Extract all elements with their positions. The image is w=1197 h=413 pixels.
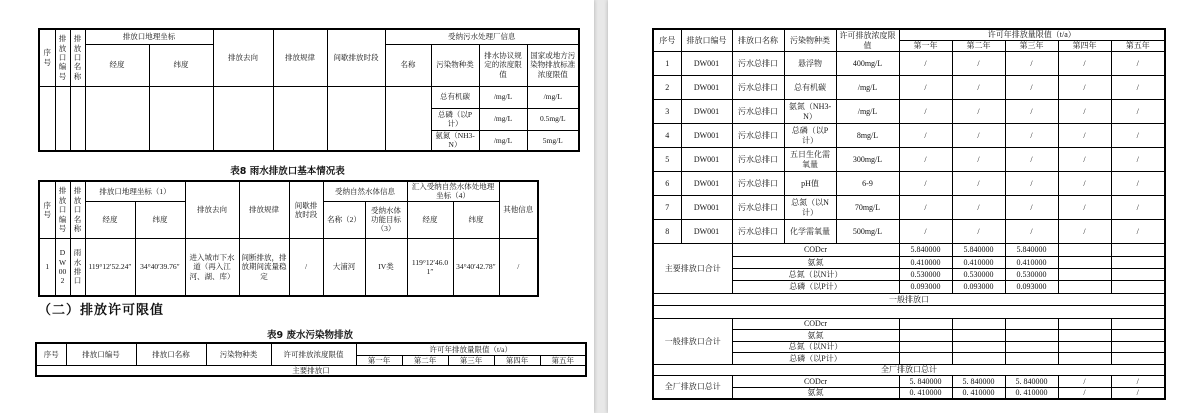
table-cell <box>952 342 1005 353</box>
table-cell: / <box>899 196 952 220</box>
table-cell <box>653 306 1165 319</box>
table-cell: 排放口编号 <box>66 343 136 365</box>
table-cell: 总磷（以P计） <box>732 281 899 294</box>
table-cell: / <box>952 148 1005 172</box>
table-cell: / <box>1111 196 1165 220</box>
table-cell: 经度 <box>407 201 453 238</box>
table-cell: 全厂排放口总计 <box>653 365 1165 376</box>
table-cell: 进入城市下水道（再入江河、湖、库） <box>185 238 239 296</box>
table-cell: / <box>1058 220 1111 244</box>
table-cell: / <box>1111 376 1165 388</box>
table-cell: / <box>1111 388 1165 400</box>
table-cell: 第四年 <box>1058 41 1111 52</box>
table-cell <box>1005 319 1058 330</box>
wastewater-limits-table-header <box>35 342 585 377</box>
table-cell <box>85 86 149 151</box>
table-cell: / <box>1111 100 1165 124</box>
table-cell: / <box>1058 76 1111 100</box>
table-cell: 污水总排口 <box>732 124 784 148</box>
table-cell <box>1005 353 1058 365</box>
table-cell <box>952 353 1005 365</box>
table-cell: / <box>1111 124 1165 148</box>
table-cell: 序号 <box>36 343 66 365</box>
table-cell: DW001 <box>681 52 732 76</box>
table-cell: 污染物种类 <box>206 343 271 365</box>
table-cell: 0.093000 <box>899 281 952 294</box>
table-cell: 5. 840000 <box>899 376 952 388</box>
table-cell: 污水总排口 <box>732 76 784 100</box>
table-cell: / <box>899 100 952 124</box>
table-cell: 污染物种类 <box>431 44 479 86</box>
table-cell <box>149 86 213 151</box>
table-cell: CODcr <box>732 244 899 257</box>
table-cell: 许可年排放量限值（t/a） <box>356 343 586 355</box>
table-cell: 污水总排口 <box>732 100 784 124</box>
table-cell <box>70 86 85 151</box>
table-cell <box>1058 281 1111 294</box>
table-cell <box>385 86 431 151</box>
table-cell: 0.530000 <box>1005 269 1058 281</box>
table-cell: / <box>899 220 952 244</box>
table-cell: 主要排放口合计 <box>653 244 732 294</box>
table-cell: / <box>952 124 1005 148</box>
table-cell: 6-9 <box>836 172 899 196</box>
table-cell: 500mg/L <box>836 220 899 244</box>
table-cell: 总磷（以P计） <box>784 124 836 148</box>
table-cell: / <box>1111 148 1165 172</box>
table-cell: 总有机碳 <box>784 76 836 100</box>
table-cell: 悬浮物 <box>784 52 836 76</box>
table-cell: /mg/L <box>836 76 899 100</box>
table-cell: / <box>952 52 1005 76</box>
table-cell: 6 <box>653 172 681 196</box>
table-cell: /mg/L <box>836 100 899 124</box>
table-cell: 主要排放口 <box>36 365 586 376</box>
table-row <box>39 181 538 201</box>
table-cell: 34°40′39.76″ <box>135 238 185 296</box>
table-cell: 化学需氧量 <box>784 220 836 244</box>
table-cell <box>1058 342 1111 353</box>
table-row <box>39 86 579 108</box>
table-cell <box>1058 319 1111 330</box>
table-cell: 排放规律 <box>273 29 327 86</box>
table-cell: 氨氮（NH3-N） <box>431 130 479 151</box>
table-cell: / <box>952 196 1005 220</box>
table-cell: / <box>1005 124 1058 148</box>
table-cell: 氨氮（NH3-N） <box>784 100 836 124</box>
table-cell: 0.5mg/L <box>527 108 579 130</box>
table-cell: /mg/L <box>479 86 527 108</box>
table-cell: /mg/L <box>479 108 527 130</box>
table-cell: / <box>1058 388 1111 400</box>
table-cell: 119°12′46.01″ <box>407 238 453 296</box>
table-cell: 5. 840000 <box>952 376 1005 388</box>
table-cell: / <box>899 124 952 148</box>
table-cell: 氨氮 <box>732 388 899 400</box>
table-cell: 0.093000 <box>1005 281 1058 294</box>
table-cell: 7 <box>653 196 681 220</box>
table-cell <box>899 353 952 365</box>
table-cell: / <box>1005 172 1058 196</box>
table-cell <box>952 319 1005 330</box>
table-cell: 序号 <box>653 29 681 52</box>
table-cell: 序号 <box>39 29 55 86</box>
table-cell: 雨水排口 <box>70 238 85 296</box>
table-row <box>36 365 586 376</box>
table-cell: 第五年 <box>1111 41 1165 52</box>
table-cell <box>1111 281 1165 294</box>
table-cell: / <box>1058 172 1111 196</box>
sewage-plant-info-table <box>38 28 578 152</box>
table-cell <box>1058 244 1111 257</box>
table-cell: / <box>1111 52 1165 76</box>
table-cell: / <box>1058 124 1111 148</box>
table-cell: CODcr <box>732 319 899 330</box>
table-row <box>39 29 579 44</box>
table-cell: / <box>952 76 1005 100</box>
table-row <box>36 343 586 355</box>
table-cell: 纬度 <box>149 44 213 86</box>
table-row <box>653 376 1165 388</box>
table-cell: 5 <box>653 148 681 172</box>
table-cell <box>1111 353 1165 365</box>
table-cell: 34°40′42.78″ <box>453 238 499 296</box>
table-cell: 0.093000 <box>952 281 1005 294</box>
table-cell: 0.530000 <box>899 269 952 281</box>
table9-caption: 表9 废水污染物排放 <box>267 330 353 341</box>
table-cell: 间歇排放时段 <box>289 181 323 238</box>
table-cell: 许可排放浓度限值 <box>271 343 356 365</box>
table-cell: 总氮（以N计） <box>732 269 899 281</box>
table-cell: 受纳污水处理厂信息 <box>385 29 579 44</box>
table-cell: 许可排放浓度限值 <box>836 29 899 52</box>
table-cell: 4 <box>653 124 681 148</box>
table-cell: IV类 <box>365 238 407 296</box>
table-cell: 排放口编号 <box>55 29 70 86</box>
table-cell <box>1111 269 1165 281</box>
table-cell: 排放口名称 <box>732 29 784 52</box>
table-row <box>653 29 1165 41</box>
table-cell <box>1111 319 1165 330</box>
table-cell: 8mg/L <box>836 124 899 148</box>
table-cell: DW001 <box>681 172 732 196</box>
table-cell: DW001 <box>681 148 732 172</box>
table-cell: / <box>1058 196 1111 220</box>
table-cell: DW002 <box>55 238 70 296</box>
table-cell: 第一年 <box>899 41 952 52</box>
table-cell <box>273 86 327 151</box>
table-cell: 排放口地理坐标（1） <box>85 181 185 201</box>
table-cell: 5.840000 <box>899 244 952 257</box>
table-cell <box>1058 330 1111 342</box>
table-cell: 5. 840000 <box>1005 376 1058 388</box>
table-cell: 总磷（以P计） <box>732 353 899 365</box>
table-cell: 排放口编号 <box>681 29 732 52</box>
table-cell: / <box>1005 148 1058 172</box>
table-cell: 0. 410000 <box>952 388 1005 400</box>
table-cell: 大浦河 <box>323 238 365 296</box>
table-row <box>653 306 1165 319</box>
table-cell: / <box>1058 52 1111 76</box>
table-cell: / <box>1058 100 1111 124</box>
table-cell <box>1058 269 1111 281</box>
table-cell: 70mg/L <box>836 196 899 220</box>
table-cell: 间歇排放时段 <box>327 29 385 86</box>
table-row <box>653 148 1165 172</box>
table-cell: /mg/L <box>479 130 527 151</box>
table-cell: 第三年 <box>448 355 494 365</box>
table-cell: pH值 <box>784 172 836 196</box>
table-cell: 0. 410000 <box>1005 388 1058 400</box>
table-cell: 0.410000 <box>1005 257 1058 269</box>
table-cell: 1 <box>39 238 55 296</box>
table-cell: 5mg/L <box>527 130 579 151</box>
table-cell <box>213 86 273 151</box>
table-cell: 总磷（以P计） <box>431 108 479 130</box>
table-cell <box>952 330 1005 342</box>
table-cell: 第五年 <box>540 355 586 365</box>
table-cell: 总氮（以N计） <box>732 342 899 353</box>
table-cell: 排放去向 <box>185 181 239 238</box>
table-row <box>653 52 1165 76</box>
table-cell: 第三年 <box>1005 41 1058 52</box>
table-cell: 受纳水体功能目标（3） <box>365 201 407 238</box>
table-cell: 全厂排放口总计 <box>653 376 732 400</box>
table-cell: 0.530000 <box>952 269 1005 281</box>
table-cell <box>1111 342 1165 353</box>
table-cell: 排放口名称 <box>136 343 206 365</box>
table-row <box>653 100 1165 124</box>
table-cell: 0. 410000 <box>899 388 952 400</box>
table-cell: 污染物种类 <box>784 29 836 52</box>
table-cell: 1 <box>653 52 681 76</box>
table-row <box>653 244 1165 257</box>
table-cell: / <box>1005 220 1058 244</box>
table-cell: 其他信息 <box>499 181 538 238</box>
table-cell: 5.840000 <box>1005 244 1058 257</box>
table-row <box>653 124 1165 148</box>
table-cell: 受纳自然水体信息 <box>323 181 407 201</box>
table-cell: 经度 <box>85 44 149 86</box>
table-row <box>653 172 1165 196</box>
table-cell: / <box>1005 100 1058 124</box>
table-cell: 排放口地理坐标 <box>85 29 213 44</box>
table-row <box>653 294 1165 306</box>
table-cell: 0.410000 <box>952 257 1005 269</box>
table-cell <box>55 86 70 151</box>
table-cell: 一般排放口 <box>653 294 1165 306</box>
table-cell: /mg/L <box>527 86 579 108</box>
table-cell: 总有机碳 <box>431 86 479 108</box>
table-cell: / <box>952 172 1005 196</box>
table-cell: 300mg/L <box>836 148 899 172</box>
table-row <box>653 365 1165 376</box>
table-cell: DW001 <box>681 196 732 220</box>
table-cell: 排放口名称 <box>70 181 85 238</box>
table-row <box>39 238 538 296</box>
table-cell: / <box>499 238 538 296</box>
table-cell <box>899 319 952 330</box>
table-row <box>653 76 1165 100</box>
table-cell <box>899 330 952 342</box>
left-page <box>0 0 594 413</box>
table-cell: 五日生化需氧量 <box>784 148 836 172</box>
table-cell: 5.840000 <box>952 244 1005 257</box>
table-cell: 排放去向 <box>213 29 273 86</box>
table-cell: / <box>899 172 952 196</box>
table-cell: 污水总排口 <box>732 148 784 172</box>
table-cell: 排水协议规定的浓度限值 <box>479 44 527 86</box>
table-cell: 间断排放，排放期间流量稳定 <box>239 238 289 296</box>
table-cell: / <box>1111 220 1165 244</box>
table-cell <box>1111 257 1165 269</box>
table-cell: 污水总排口 <box>732 52 784 76</box>
table-cell: 排放口编号 <box>55 181 70 238</box>
table8-caption: 表8 雨水排放口基本情况表 <box>230 166 345 177</box>
table-cell: 名称（2） <box>323 201 365 238</box>
table-cell: / <box>1058 376 1111 388</box>
wastewater-limits-table <box>652 28 1164 400</box>
table-cell: 纬度 <box>453 201 499 238</box>
table-cell: / <box>899 76 952 100</box>
table-cell <box>39 86 55 151</box>
table-cell: DW001 <box>681 220 732 244</box>
table-cell: / <box>289 238 323 296</box>
table-cell: 污水总排口 <box>732 220 784 244</box>
table-cell: 序号 <box>39 181 55 238</box>
table-cell <box>1005 330 1058 342</box>
table-cell: 0.410000 <box>899 257 952 269</box>
table-cell: / <box>952 100 1005 124</box>
table-cell <box>899 342 952 353</box>
table-cell: / <box>1005 196 1058 220</box>
table-row <box>653 220 1165 244</box>
table-cell <box>1058 353 1111 365</box>
table-cell <box>1005 342 1058 353</box>
table-cell: 第二年 <box>952 41 1005 52</box>
table-cell: 汇入受纳自然水体处地理坐标（4） <box>407 181 499 201</box>
table-cell <box>1111 330 1165 342</box>
table-cell: 119°12′52.24″ <box>85 238 135 296</box>
table-cell <box>327 86 385 151</box>
table-cell: / <box>899 52 952 76</box>
table-cell <box>1111 244 1165 257</box>
table-cell: 一般排放口合计 <box>653 319 732 365</box>
table-cell: 第二年 <box>402 355 448 365</box>
table-cell: / <box>1005 76 1058 100</box>
table-cell: 排放规律 <box>239 181 289 238</box>
table-cell: / <box>899 148 952 172</box>
table-cell: 国家或地方污染物排放标准浓度限值 <box>527 44 579 86</box>
table-cell: DW001 <box>681 124 732 148</box>
table-cell: 400mg/L <box>836 52 899 76</box>
table-cell: / <box>1111 172 1165 196</box>
table-cell: 氨氮 <box>732 330 899 342</box>
table-cell: CODcr <box>732 376 899 388</box>
table-cell: DW001 <box>681 100 732 124</box>
table-cell: / <box>1005 52 1058 76</box>
table-cell: 8 <box>653 220 681 244</box>
rain-outlet-table <box>38 180 537 297</box>
table-cell: 污水总排口 <box>732 172 784 196</box>
table-cell: 名称 <box>385 44 431 86</box>
table-cell: 第一年 <box>356 355 402 365</box>
table-row <box>653 319 1165 330</box>
table-cell: 总氮（以N计） <box>784 196 836 220</box>
table-row <box>653 196 1165 220</box>
right-page <box>608 0 1197 413</box>
table-cell: 氨氮 <box>732 257 899 269</box>
table-cell: 经度 <box>85 201 135 238</box>
table-cell: 2 <box>653 76 681 100</box>
table-cell <box>1058 257 1111 269</box>
table-cell: / <box>952 220 1005 244</box>
table-cell: DW001 <box>681 76 732 100</box>
table-cell: 许可年排放量限值（t/a） <box>899 29 1165 41</box>
table-cell: / <box>1111 76 1165 100</box>
table-cell: / <box>1058 148 1111 172</box>
section-heading: （二）排放许可限值 <box>38 303 165 318</box>
table-cell: 污水总排口 <box>732 196 784 220</box>
table-cell: 排放口名称 <box>70 29 85 86</box>
table-cell: 3 <box>653 100 681 124</box>
table-cell: 纬度 <box>135 201 185 238</box>
table-cell: 第四年 <box>494 355 540 365</box>
